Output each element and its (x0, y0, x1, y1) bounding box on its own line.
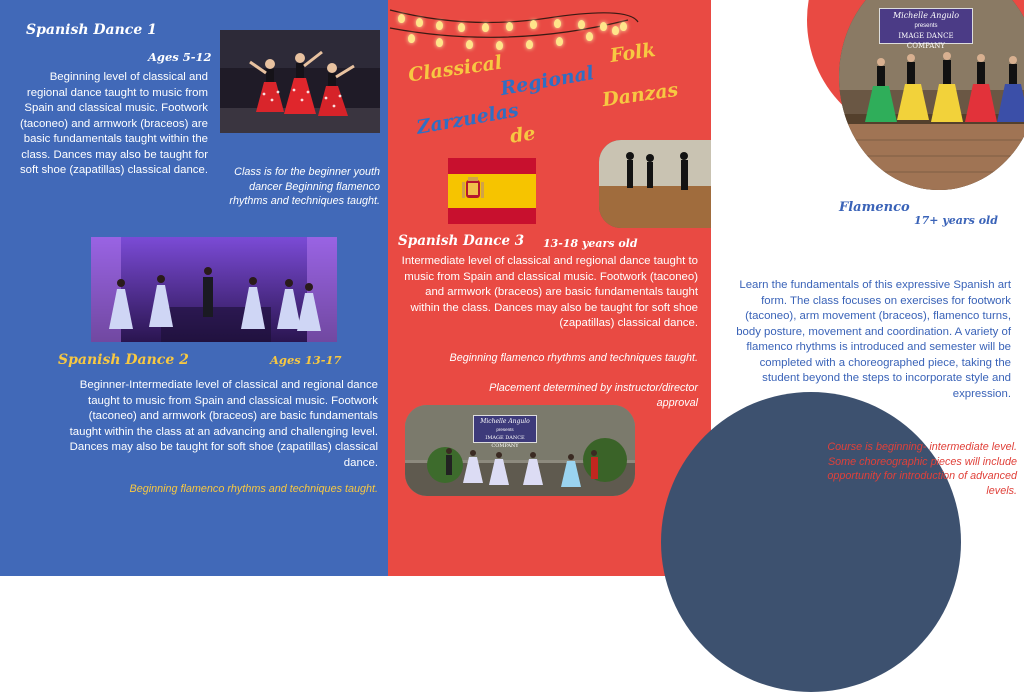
navy-circle-decoration (661, 392, 961, 692)
flamenco-ages: 17+ years old (914, 214, 998, 227)
flamenco-note: Course is beginning- intermediate level. Some choreographic pieces will include opportunity for introduction of advanced levels. (827, 441, 1017, 497)
word-classical: Classical (406, 51, 504, 87)
right-panel (711, 0, 1024, 576)
banner-line-2: presents (496, 427, 514, 432)
spanish-dance-3-note-2: Placement determined by instructor/director approval (489, 382, 698, 409)
spanish-dance-1-description: Beginning level of classical and regional dance taught to music from Spain and classical music. Footwork (taconeo) and armwork (braceos) are basic fundamentals taught within the class. Dances may also be taught for soft shoe (zapatillas) classical dance. (19, 71, 208, 176)
spanish-dance-1-note: Class is for the beginner youth dancer Beginning flamenco rhythms and techniques taught. (229, 166, 380, 207)
spanish-dance-2-title: Spanish Dance 2 (58, 352, 189, 368)
word-de: de (508, 122, 537, 148)
dance-1-photo (220, 30, 380, 133)
flamenco-banner-line-2: presents (914, 23, 938, 29)
spanish-dance-3-description: Intermediate level of classical and regional dance taught to music from Spain and classical music. Footwork (taconeo) and armwork (braceos) are basic fundamentals taught within the class. Dances may also be taught for soft shoe (zapatillas) classical dance. (401, 255, 698, 329)
dance-2-photo (91, 237, 337, 342)
spanish-dance-2-description: Beginner-Intermediate level of classical and regional dance taught to music from Spain and classical music. Footwork (taconeo) and armwork (braceos) are basic fundamentals taught within the class at an advancing and challenging level. Dances may also be taught for soft shoe (zapatillas) classical dance. (69, 379, 378, 469)
spanish-dance-1-ages: Ages 5-12 (148, 50, 212, 64)
banner-line-1: Michelle Angulo (480, 418, 530, 425)
flamenco-description: Learn the fundamentals of this expressive Spanish art form. The class focuses on exercises for footwork (taconeo), arm movement (braceos), flamenco turns, body posture, movement and coordination. A variety of flamenco rhythms is introduced and semester will be completed with a choreographed piece, taking the student beyond the steps to incorporate style and expression. (736, 279, 1011, 400)
performance-banner (473, 415, 537, 449)
spanish-dance-3-title: Spanish Dance 3 (398, 233, 525, 249)
middle-panel (388, 0, 711, 576)
performance-photo (405, 405, 635, 496)
word-zarzuelas: Zarzuelas (414, 99, 521, 139)
spanish-dance-1-title: Spanish Dance 1 (26, 22, 157, 38)
word-danzas: Danzas (600, 78, 680, 112)
flamenco-title: Flamenco (839, 200, 910, 215)
flamenco-banner-line-3: IMAGE DANCE COMPANY (898, 32, 954, 50)
spanish-dance-2-ages: Ages 13-17 (270, 353, 342, 367)
spanish-dance-3-ages: 13-18 years old (543, 237, 638, 250)
flamenco-banner-line-1: Michelle Angulo (892, 11, 960, 20)
banner-line-3: IMAGE DANCE COMPANY (485, 435, 525, 449)
word-regional: Regional (498, 61, 596, 101)
word-folk: Folk (608, 38, 657, 68)
left-panel (0, 0, 388, 576)
spanish-dance-2-note: Beginning flamenco rhythms and techniques taught. (129, 483, 378, 495)
flamenco-banner (879, 8, 973, 50)
flamenco-photo (839, 0, 1024, 190)
string-lights (388, 0, 711, 60)
spanish-flag (448, 158, 536, 224)
spanish-dance-3-note-1: Beginning flamenco rhythms and techniques taught. (449, 352, 698, 364)
